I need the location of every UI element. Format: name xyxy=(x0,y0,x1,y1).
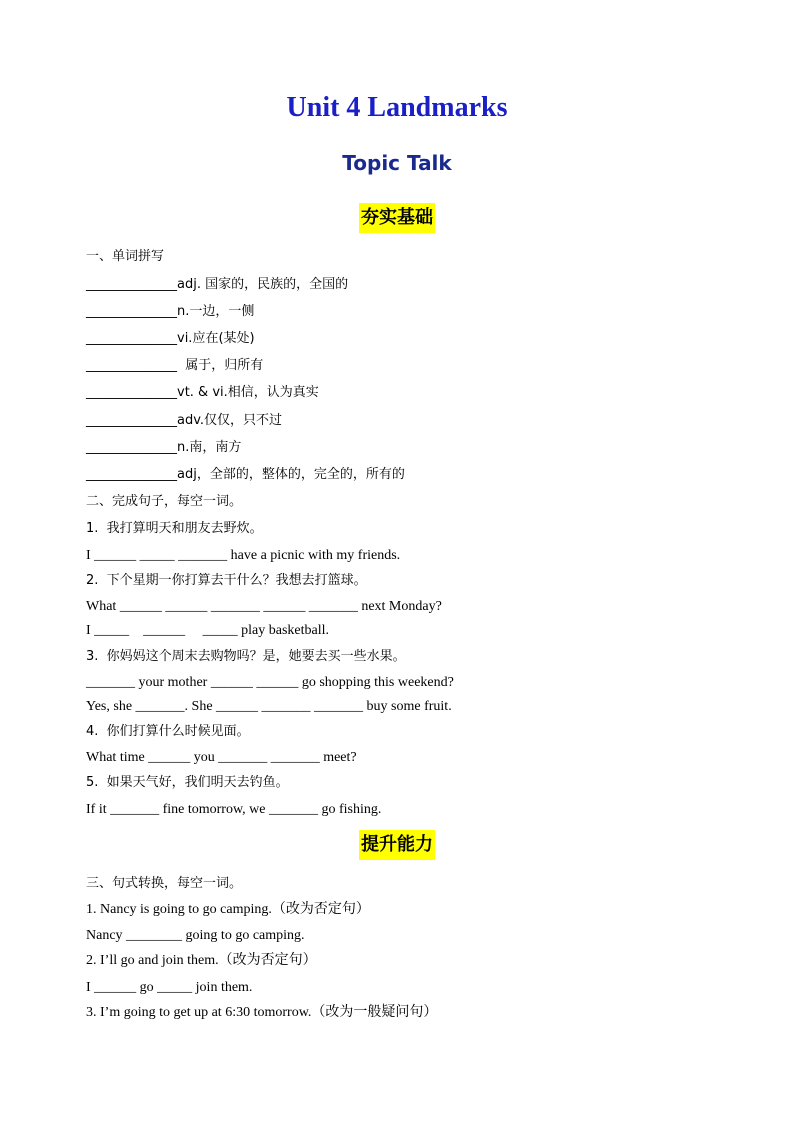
question-cn: 3. 你妈妈这个周末去购物吗？是，她要去买一些水果。 xyxy=(86,649,406,664)
vocab-item: ______________vt. & vi.相信，认为真实 xyxy=(86,385,319,400)
part3-heading: 三、句式转换，每空一词。 xyxy=(86,876,243,891)
question-cn: 4. 你们打算什么时候见面。 xyxy=(86,724,250,739)
question-cn: 2. 下个星期一你打算去干什么？我想去打篮球。 xyxy=(86,573,367,588)
section-label-advanced: 提升能力 xyxy=(359,830,435,860)
question-en: 1. Nancy is going to go camping.（改为否定句） xyxy=(86,902,370,917)
question-en: I _____ ______ _____ play basketball. xyxy=(86,623,330,638)
question-en: What time ______ you _______ _______ meet? xyxy=(86,750,357,765)
vocab-item: ______________ 属于，归所有 xyxy=(86,358,264,373)
question-en: What ______ ______ _______ ______ _______ next Monday? xyxy=(86,599,442,614)
question-en: Yes, she _______. She ______ _______ _______ buy some fruit. xyxy=(86,699,452,714)
question-cn: 1. 我打算明天和朋友去野炊。 xyxy=(86,521,263,536)
part1-heading: 一、单词拼写 xyxy=(86,249,165,264)
section-label-basics: 夯实基础 xyxy=(359,203,435,233)
vocab-item: ______________vi.应在(某处) xyxy=(86,331,255,346)
part2-heading: 二、完成句子，每空一词。 xyxy=(86,494,243,509)
vocab-item: ______________adv.仅仅，只不过 xyxy=(86,413,283,428)
answer-line: I ______ go _____ join them. xyxy=(86,980,253,995)
vocab-item: ______________adj，全部的，整体的，完全的，所有的 xyxy=(86,467,405,482)
question-en: If it _______ fine tomorrow, we _______ go fishing. xyxy=(86,802,382,817)
vocab-item: ______________n.南，南方 xyxy=(86,440,242,455)
question-en: _______ your mother ______ ______ go shopping this weekend? xyxy=(86,675,454,690)
question-en: I ______ _____ _______ have a picnic with my friends. xyxy=(86,548,401,563)
page-title: Unit 4 Landmarks xyxy=(286,92,508,123)
question-en: 3. I’m going to get up at 6:30 tomorrow.（改为一般疑问句） xyxy=(86,1005,438,1020)
question-cn: 5. 如果天气好，我们明天去钓鱼。 xyxy=(86,775,289,790)
answer-line: Nancy ________ going to go camping. xyxy=(86,928,305,943)
vocab-item: ______________n.一边，一侧 xyxy=(86,304,255,319)
page-subtitle: Topic Talk xyxy=(342,151,452,175)
question-en: 2. I’ll go and join them.（改为否定句） xyxy=(86,953,317,968)
vocab-item: ______________adj. 国家的，民族的，全国的 xyxy=(86,277,349,292)
